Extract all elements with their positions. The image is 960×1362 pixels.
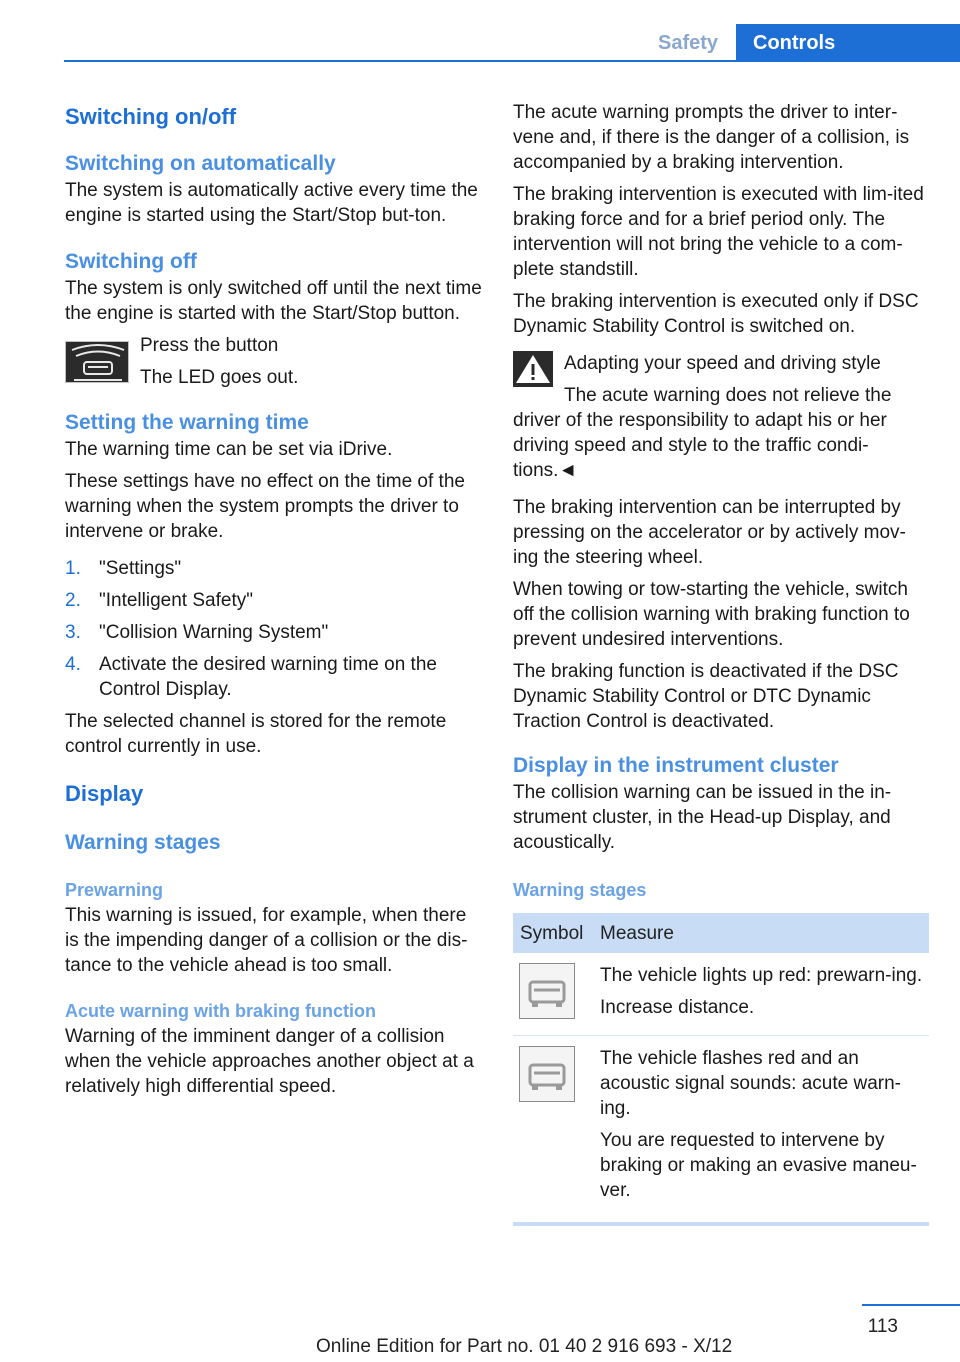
paragraph-r3: The braking intervention is executed only if DSC Dynamic Stability Control is switched on. bbox=[513, 291, 919, 337]
button-instruction bbox=[65, 333, 483, 395]
measure-text: The vehicle flashes red and an acoustic signal sounds: acute warn-ing. bbox=[600, 1048, 901, 1119]
footer-rule bbox=[862, 1304, 960, 1306]
led-out-text: The LED goes out. bbox=[140, 367, 299, 388]
measure-text: Increase distance. bbox=[600, 997, 755, 1018]
warning-stages-table bbox=[513, 913, 929, 1226]
step-number: 2. bbox=[65, 590, 81, 611]
col-symbol: Symbol bbox=[513, 913, 593, 953]
collision-warning-button-icon bbox=[65, 341, 129, 383]
step-text: "Collision Warning System" bbox=[99, 622, 329, 643]
tab-safety[interactable]: Safety bbox=[657, 32, 719, 54]
col-measure: Measure bbox=[593, 913, 929, 953]
car-flashing-icon bbox=[519, 1046, 575, 1102]
list-item bbox=[65, 652, 483, 702]
paragraph-r5: When towing or tow-starting the vehicle, switch off the collision warning with braking function to prevent undesired interventions. bbox=[513, 579, 910, 650]
step-number: 1. bbox=[65, 558, 81, 579]
list-item bbox=[65, 588, 483, 613]
paragraph-off: The system is only switched off until the next time the engine is started with the Start/Stop button. bbox=[65, 278, 482, 324]
heading-switching-off: Switching off bbox=[65, 250, 197, 273]
paragraph-channel: The selected channel is stored for the remote control currently in use. bbox=[65, 711, 447, 757]
press-button-text: Press the button bbox=[140, 335, 279, 356]
paragraph-r2: The braking intervention is executed with lim-ited braking force and for a brief period only. The intervention will not bring the vehicle to a com-plete standstill. bbox=[513, 184, 924, 280]
heading-warning-stages-left: Warning stages bbox=[65, 831, 221, 854]
header-rule bbox=[64, 60, 960, 62]
paragraph-r4: The braking intervention can be interrupted by pressing on the accelerator or by actively mov-ing the steering wheel. bbox=[513, 497, 906, 568]
edition-footer: Online Edition for Part no. 01 40 2 916 693 - X/12 bbox=[316, 1336, 733, 1357]
heading-warning-time: Setting the warning time bbox=[65, 411, 309, 434]
warning-title: Adapting your speed and driving style bbox=[564, 353, 881, 374]
step-number: 4. bbox=[65, 654, 81, 675]
measure-text: You are requested to intervene by braking or making an evasive maneu-ver. bbox=[600, 1130, 917, 1201]
step-text: "Intelligent Safety" bbox=[99, 590, 253, 611]
symbol-cell bbox=[513, 953, 593, 1036]
heading-instrument-cluster: Display in the instrument cluster bbox=[513, 754, 839, 777]
paragraph-prewarning: This warning is issued, for example, when there is the impending danger of a collision or the dis-tance to the vehicle ahead is too small. bbox=[65, 905, 468, 976]
paragraph-acute-warning: Warning of the imminent danger of a collision when the vehicle approaches another object at a relatively high differential speed. bbox=[65, 1026, 474, 1097]
warning-block bbox=[513, 351, 929, 483]
paragraph-cluster: The collision warning can be issued in the in-strument cluster, in the Head-up Display, and acoustically. bbox=[513, 782, 892, 853]
measure-text: The vehicle lights up red: prewarn-ing. bbox=[600, 965, 923, 986]
warning-text bbox=[513, 383, 929, 483]
steps-list bbox=[65, 556, 483, 702]
car-red-icon bbox=[519, 963, 575, 1019]
step-text: Activate the desired warning time on the Control Display. bbox=[99, 654, 437, 700]
paragraph-warning-time-1: The warning time can be set via iDrive. bbox=[65, 439, 393, 460]
heading-switching: Switching on/off bbox=[65, 104, 237, 129]
step-number: 3. bbox=[65, 622, 81, 643]
paragraph-r1: The acute warning prompts the driver to inter-vene and, if there is the danger of a collision, is accompanied by a braking intervention. bbox=[513, 102, 910, 173]
tab-controls[interactable]: Controls bbox=[736, 24, 960, 62]
heading-acute-warning: Acute warning with braking function bbox=[65, 1001, 377, 1021]
table-header-row bbox=[513, 913, 929, 953]
measure-cell bbox=[593, 1036, 929, 1225]
warning-triangle-icon bbox=[513, 351, 553, 387]
step-text: "Settings" bbox=[99, 558, 182, 579]
heading-warning-stages-right: Warning stages bbox=[513, 880, 647, 900]
list-item bbox=[65, 620, 483, 645]
paragraph-r6: The braking function is deactivated if the DSC Dynamic Stability Control or DTC Dynamic Traction Control is deactivated. bbox=[513, 661, 899, 732]
measure-cell bbox=[593, 953, 929, 1036]
left-column bbox=[65, 100, 483, 1106]
heading-switching-on-automatically: Switching on automatically bbox=[65, 152, 336, 175]
heading-prewarning: Prewarning bbox=[65, 880, 164, 900]
page-header bbox=[0, 0, 960, 62]
table-row bbox=[513, 953, 929, 1036]
paragraph-warning-time-2: These settings have no effect on the time of the warning when the system prompts the driver to intervene or brake. bbox=[65, 471, 465, 542]
page-number: 113 bbox=[867, 1316, 898, 1337]
list-item bbox=[65, 556, 483, 581]
paragraph-auto: The system is automatically active every time the engine is started using the Start/Stop but-ton. bbox=[65, 180, 478, 226]
heading-display: Display bbox=[65, 781, 144, 806]
right-column bbox=[513, 100, 929, 1226]
symbol-cell bbox=[513, 1036, 593, 1225]
warning-text-body: The acute warning does not relieve the driver of the responsibility to adapt his or her driving speed and style to the traffic condi-tions.◄ bbox=[513, 385, 892, 481]
table-row bbox=[513, 1036, 929, 1225]
